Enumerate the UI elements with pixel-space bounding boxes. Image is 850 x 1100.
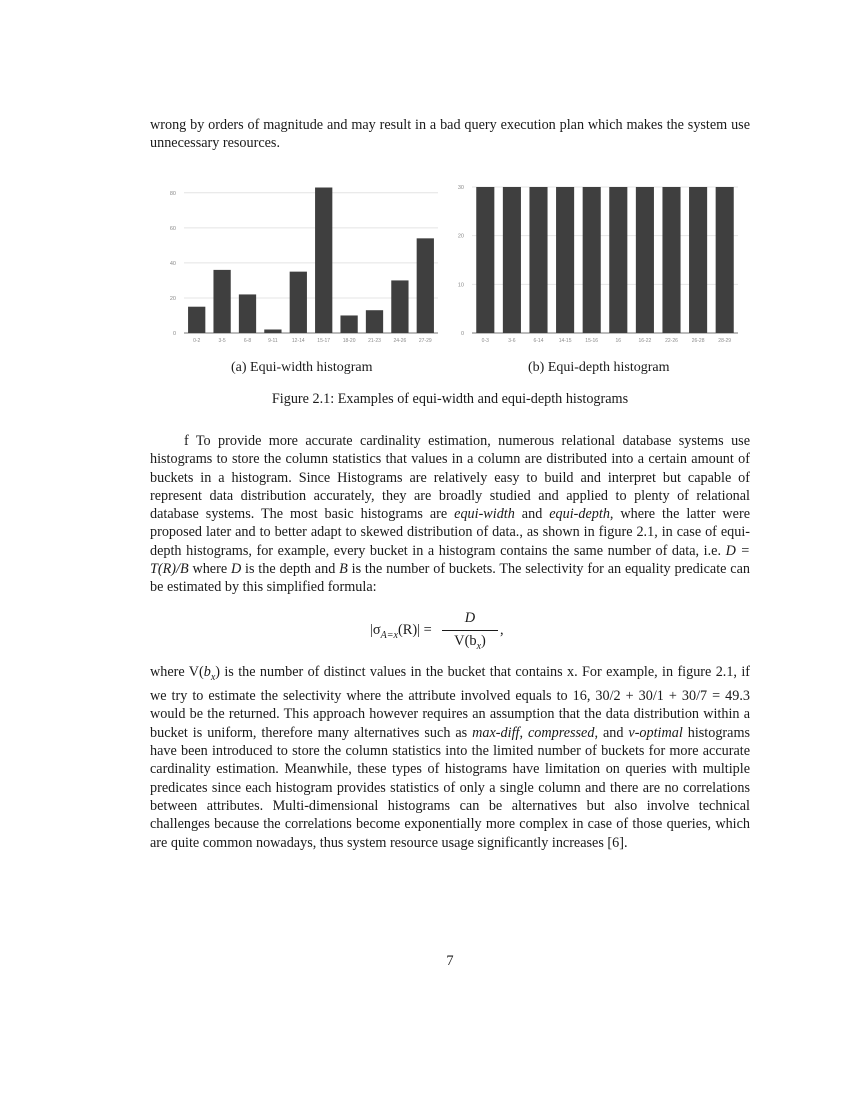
formula-lhs-close: (R)| =: [397, 622, 432, 638]
chart-1-bar-1: [503, 187, 521, 333]
paragraph2-text-3: histograms have been introduced to store the column statistics into the limited number of buckets for more accurate cardinality estimation. Meanwhile, these types of histograms have limitation on queries with multiple predicates since each histogram provides statistics of only a single column and there are no correlations between attributes. Multi-dimensional histograms can be alternatives but also involve technical challenges because the correlations become exponentially more complex in case of those queries, which are quite common nowadays, thus system resource usage significantly increases [6].: [150, 724, 751, 851]
chart-1-bar-3: [556, 187, 574, 333]
chart-1-bar-7: [662, 187, 680, 333]
paragraph1-text-5: is the number of buckets. The selectivity for an equality predicate can be estimated by this simplified formula:: [150, 561, 750, 596]
chart-0-x-tick-label-0: 0-2: [193, 338, 201, 344]
paragraph1-text-and: and: [514, 506, 550, 523]
chart-1-bar-5: [609, 187, 627, 333]
chart-0-x-tick-label-3: 9-11: [268, 338, 278, 344]
chart-1-bar-8: [689, 187, 707, 333]
chart-1-x-tick-label-6: 16-22: [638, 338, 652, 344]
variable-b: B: [339, 561, 348, 578]
chart-0-y-tick-label-1: 20: [169, 295, 176, 302]
paragraph1-text-1: f To provide more accurate cardinality estimation, numerous relational database systems use histograms to store the column statistics that values in a column are distributed into a certain amount of buckets in a histogram. Since Histograms are relatively easy to build and interpret but capable of represent data distribution accurately, they are broadly studied and applied to plenty of relational database systems. The most basic histograms are: [150, 433, 750, 523]
chart-1-x-tick-label-7: 22-26: [665, 338, 678, 344]
subcaption-equi-width: (a) Equi-width histogram: [231, 360, 373, 375]
paragraph2-comma-2: , and: [594, 724, 629, 741]
variable-b-x: b: [203, 664, 211, 680]
paragraph2-comma-1: ,: [519, 724, 528, 741]
chart-1-y-tick-label-1: 10: [457, 282, 464, 289]
formula-lhs: [370, 622, 432, 641]
term-equi-width: equi-width: [454, 506, 515, 523]
formula-denominator-text: V(b: [454, 633, 477, 649]
paper-page: [150, 0, 750, 1100]
term-compressed: compressed: [527, 724, 595, 741]
chart-0-bar-4: [290, 272, 307, 333]
chart-0-x-tick-label-7: 21-23: [368, 338, 381, 344]
formula-denominator-subscript: x: [476, 640, 482, 652]
formula-denominator-close: ): [481, 633, 486, 649]
equi-depth-histogram-svg: [456, 172, 741, 350]
formula-fraction: [442, 609, 498, 651]
chart-1-bar-2: [529, 187, 547, 333]
formula-numerator: D: [464, 610, 476, 626]
paragraph1-text-3: where: [188, 561, 231, 578]
chart-1-y-tick-label-0: 0: [460, 331, 464, 337]
body-paragraph-2: [150, 663, 750, 852]
chart-0-bar-5: [315, 188, 332, 333]
chart-0-x-tick-label-4: 12-14: [291, 338, 305, 344]
chart-1-x-tick-label-5: 16: [615, 338, 622, 344]
chart-0-bar-8: [391, 280, 408, 333]
chart-0-bar-6: [340, 315, 357, 333]
chart-0-bar-0: [188, 307, 205, 333]
chart-1-x-tick-label-9: 28-29: [718, 338, 732, 344]
chart-1-x-tick-label-3: 14-15: [558, 338, 572, 344]
term-equi-depth: equi-depth: [549, 506, 610, 523]
chart-0-bar-2: [239, 294, 256, 333]
formula-sigma: |σ: [370, 622, 381, 638]
selectivity-formula: [150, 609, 750, 653]
chart-1-x-tick-label-8: 26-28: [691, 338, 705, 344]
chart-1-bar-9: [716, 187, 734, 333]
chart-1-x-tick-label-1: 3-6: [508, 338, 516, 344]
figure-caption: Figure 2.1: Examples of equi-width and equi-depth histograms: [271, 391, 629, 407]
variable-d: D: [230, 561, 242, 578]
equi-width-histogram-svg: [168, 172, 438, 350]
chart-0-x-tick-label-6: 18-20: [342, 338, 356, 344]
chart-1-bar-4: [583, 187, 601, 333]
chart-0-y-tick-label-0: 0: [172, 331, 176, 337]
inline-equation: D = T(R)/B: [150, 542, 750, 578]
chart-0-y-tick-label-2: 40: [169, 260, 176, 267]
formula-comma: ,: [500, 622, 504, 638]
chart-1-x-tick-label-0: 0-3: [481, 338, 489, 344]
page-number: 7: [446, 953, 454, 969]
chart-1-x-tick-label-4: 15-16: [585, 338, 599, 344]
chart-1-x-tick-label-2: 6-14: [533, 338, 544, 344]
body-paragraph-1: [150, 432, 750, 597]
chart-0-bar-9: [417, 238, 434, 333]
chart-0-bar-1: [213, 270, 230, 333]
term-v-optimal: v-optimal: [628, 724, 683, 741]
paragraph1-text-2: , where the latter were proposed later and to better adapt to skewed distribution of data., as shown in figure 2.1, in case of equi-depth histograms, for example, every bucket in a histogram contains the same number of data, i.e.: [150, 506, 750, 559]
chart-0-bar-3: [264, 329, 281, 333]
paragraph1-text-4: is the depth and: [241, 561, 340, 578]
chart-1-bar-6: [636, 187, 654, 333]
paragraph2-text-2: ) is the number of distinct values in the bucket that contains x. For example, in figure 2.1, if we try to estimate the selectivity where the attribute involved equals to 16, 30/2 + 30/1 + 30/7 = 49.3 would be the returned. This approach however requires an assumption that the data distribution within a bucket is uniform, therefore many alternatives such as: [150, 664, 750, 741]
intro-paragraph: wrong by orders of magnitude and may result in a bad query execution plan which makes the system use unnecessary resources.: [150, 117, 750, 152]
subscript-x: x: [210, 671, 216, 683]
formula-fraction-bar: [442, 630, 498, 631]
paragraph2-text-1: where V(: [150, 664, 204, 680]
chart-0-x-tick-label-5: 15-17: [317, 338, 331, 344]
chart-1-y-tick-label-2: 20: [457, 233, 464, 240]
formula-sigma-subscript: A=x: [380, 629, 398, 641]
equi-width-histogram-chart: [168, 172, 438, 350]
equi-depth-histogram-chart: [456, 172, 741, 350]
chart-0-x-tick-label-8: 24-26: [393, 338, 407, 344]
chart-0-y-tick-label-3: 60: [169, 225, 176, 232]
chart-0-x-tick-label-2: 6-8: [243, 338, 252, 344]
chart-1-bar-0: [476, 187, 494, 333]
chart-0-y-tick-label-4: 80: [169, 190, 176, 197]
chart-1-y-tick-label-3: 30: [457, 185, 464, 191]
subcaption-equi-depth: (b) Equi-depth histogram: [528, 360, 670, 375]
chart-0-x-tick-label-9: 27-29: [418, 338, 432, 344]
chart-0-bar-7: [366, 310, 383, 333]
chart-0-x-tick-label-1: 3-5: [218, 338, 226, 344]
formula-denominator: [442, 632, 498, 651]
term-max-diff: max-diff: [472, 724, 520, 741]
